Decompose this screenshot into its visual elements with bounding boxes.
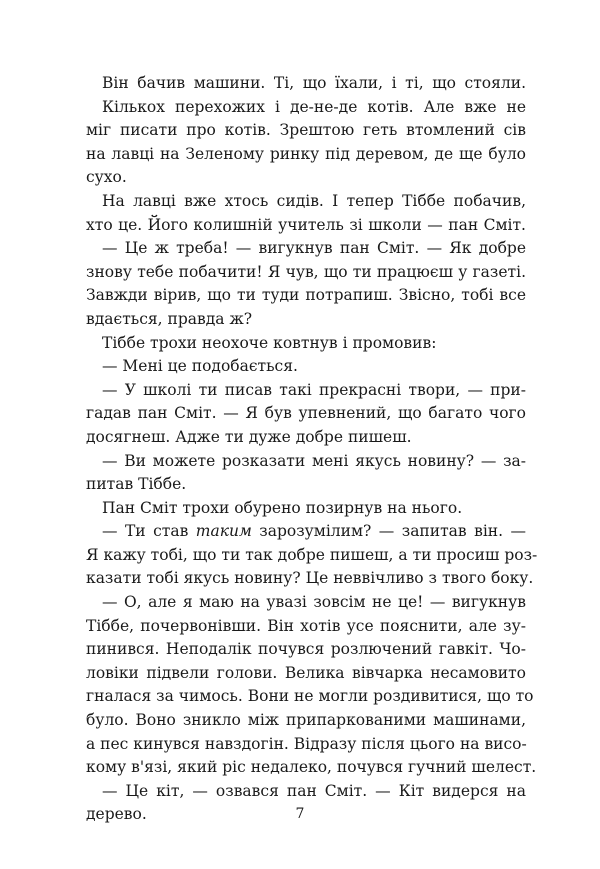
text-line: Я кажу тобі, що ти так добре пишеш, а ти просиш роз- xyxy=(86,545,538,564)
text-line: хто це. Його колишній учитель зі школи — пан Сміт. xyxy=(86,215,526,234)
text-line: — Ти став таким зарозумілим? — запитав він. — xyxy=(102,522,526,541)
emphasis-word: таким xyxy=(195,522,252,541)
text-line: — О, але я маю на увазі зовсім не це! — вигукнув xyxy=(102,593,526,612)
text-line: Він бачив машини. Ті, що їхали, і ті, що стояли. xyxy=(102,74,526,92)
body-text xyxy=(86,72,538,827)
text-line: — Мені це подобається. xyxy=(102,357,298,376)
text-line: На лавці вже хтось сидів. І тепер Тіббе побачив, xyxy=(102,191,526,210)
text-line: кому в'язі, який ріс недалеко, почувся гучний шелест. xyxy=(86,758,537,777)
text-line: Пан Сміт трохи обурено позирнув на нього. xyxy=(102,498,463,517)
text-line: було. Воно зникло між припаркованими машинами, xyxy=(86,711,526,730)
text-line: а пес кинувся навздогін. Відразу після цього на висо- xyxy=(86,734,527,753)
text-line: — Це кіт, — озвався пан Сміт. — Кіт видерся на xyxy=(102,781,526,800)
text-line: питав Тіббе. xyxy=(86,475,187,494)
text-line: міг писати про котів. Зрештою геть втомлений сів xyxy=(86,121,526,140)
text-line: Тіббе трохи неохоче ковтнув і промовив: xyxy=(102,333,437,352)
text-line: гадав пан Сміт. — Я був упевнений, що багато чого xyxy=(86,404,526,423)
text-line: вдається, правда ж? xyxy=(86,309,253,328)
text-line: Кількох перехожих і де-не-де котів. Але вже не xyxy=(102,97,526,116)
text-line: — Це ж треба! — вигукнув пан Сміт. — Як добре xyxy=(102,239,526,258)
text-line: Тіббе, почервонівши. Він хотів усе пояснити, але зу- xyxy=(86,616,526,635)
text-line: досягнеш. Адже ти дуже добре пишеш. xyxy=(86,427,412,446)
text-line: знову тебе побачити! Я чув, що ти працюєш у газеті. xyxy=(86,262,526,281)
text-line: — У школі ти писав такі прекрасні твори, — при- xyxy=(102,380,526,399)
text-line: — Ви можете розказати мені якусь новину? — за- xyxy=(102,451,526,470)
text-line: сухо. xyxy=(86,168,127,187)
text-line: Завжди вірив, що ти туди потрапиш. Звісно, тобі все xyxy=(86,286,526,305)
page-number: 7 xyxy=(295,806,305,822)
text-line: гналася за чимось. Вони не могли роздивитися, що то xyxy=(86,687,534,706)
text-line: казати тобі якусь новину? Це неввічливо з твого боку. xyxy=(86,569,534,588)
text-line: дерево. xyxy=(86,805,147,824)
text-line: ловіки підвели голови. Велика вівчарка несамовито xyxy=(86,663,526,682)
text-line: пинився. Неподалік почувся розлючений гавкіт. Чо- xyxy=(86,640,526,659)
text-line: на лавці на Зеленому ринку під деревом, де ще було xyxy=(86,144,526,163)
